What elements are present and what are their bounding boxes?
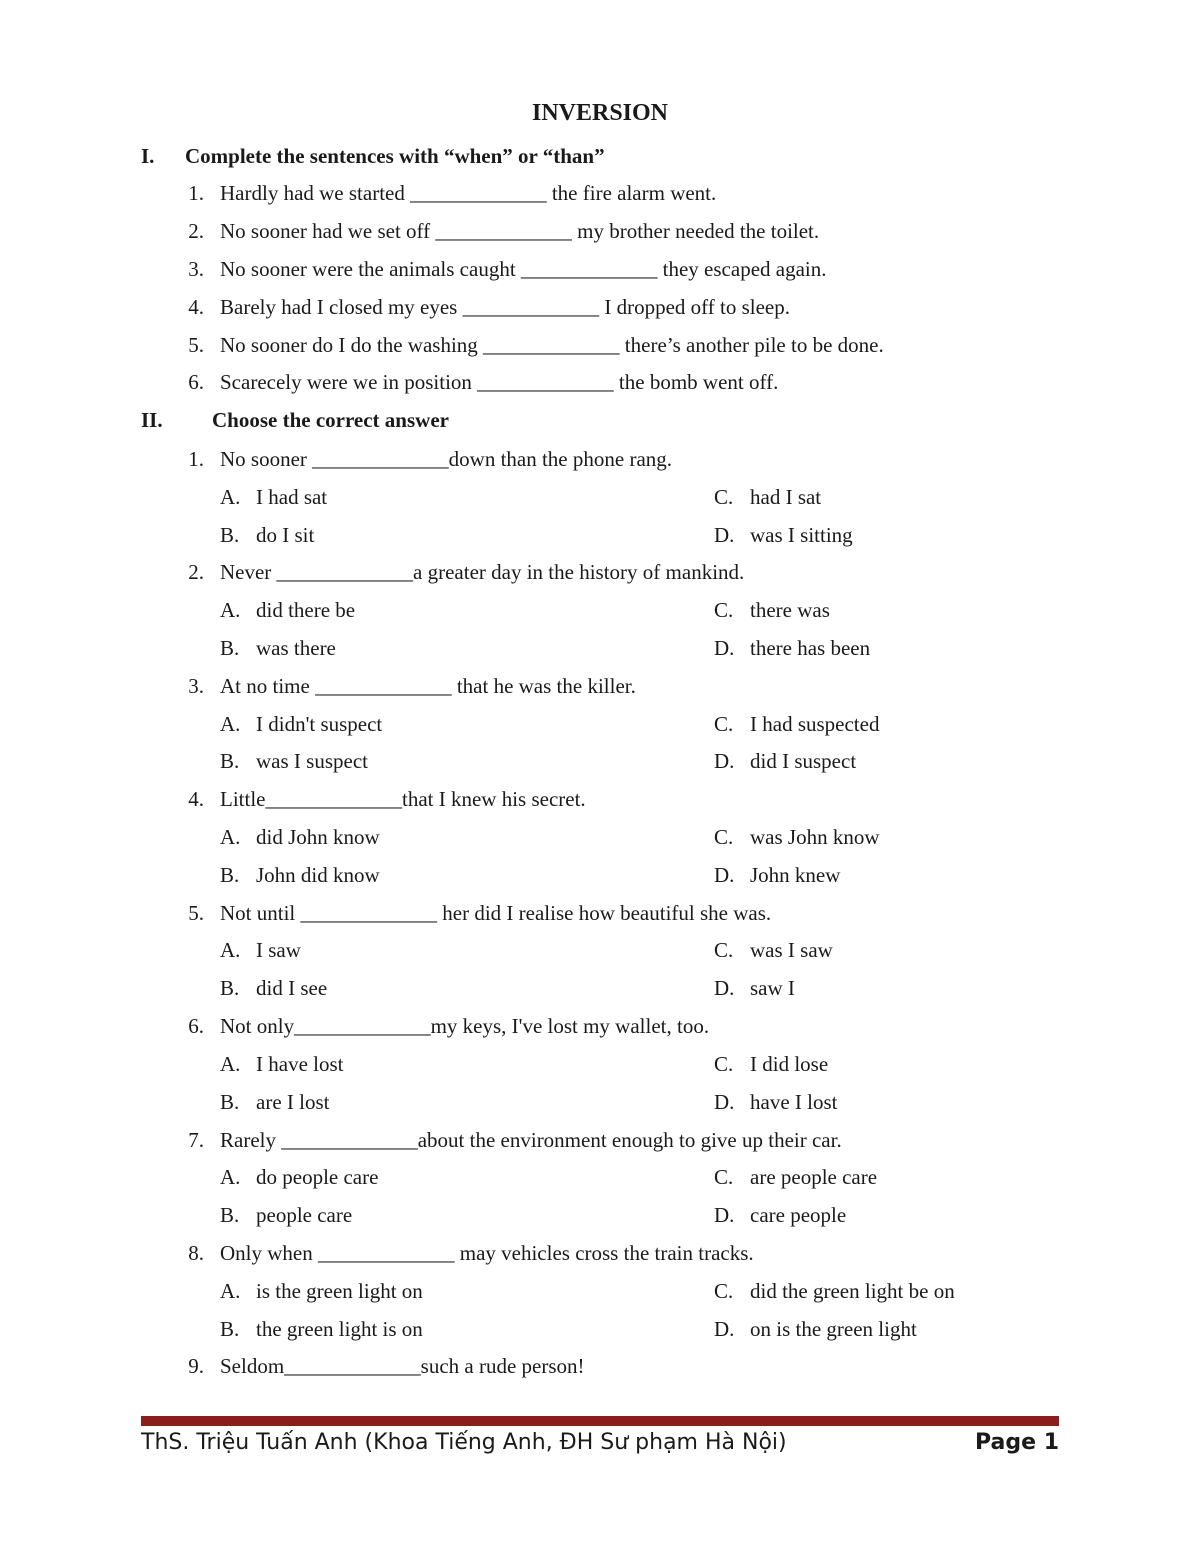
option-letter: A.	[220, 712, 241, 736]
question-text: Seldom_____________such a rude person!	[220, 1354, 585, 1378]
option-b: did I see	[256, 976, 328, 1000]
question-text: Not only_____________my keys, I've lost my wallet, too.	[220, 1014, 710, 1038]
option-d: care people	[750, 1203, 847, 1227]
option-letter: C.	[714, 1052, 734, 1076]
section-1-heading: Complete the sentences with “when” or “than”	[185, 144, 605, 168]
option-letter: A.	[220, 598, 241, 622]
option-c: I had suspected	[750, 712, 880, 736]
option-d: did I suspect	[750, 749, 857, 773]
option-letter: B.	[220, 1203, 240, 1227]
option-letter: B.	[220, 1317, 240, 1341]
question-text: Not until _____________ her did I realise how beautiful she was.	[220, 901, 772, 925]
option-letter: D.	[714, 1203, 735, 1227]
option-c: was I saw	[750, 938, 833, 962]
item-number: 2.	[188, 219, 204, 243]
question-number: 9.	[188, 1354, 204, 1378]
option-a: did John know	[256, 825, 380, 849]
option-b: are I lost	[256, 1090, 330, 1114]
section-2-numeral: II.	[141, 408, 163, 432]
option-letter: C.	[714, 1279, 734, 1303]
option-letter: D.	[714, 1317, 735, 1341]
item-text: No sooner do I do the washing _____________ there’s another pile to be done.	[220, 333, 884, 357]
item-number: 3.	[188, 257, 204, 281]
item-text: Scarecely were we in position _____________ the bomb went off.	[220, 370, 779, 394]
option-letter: C.	[714, 825, 734, 849]
option-letter: B.	[220, 636, 240, 660]
option-c: had I sat	[750, 485, 822, 509]
option-c: are people care	[750, 1165, 878, 1189]
option-letter: C.	[714, 938, 734, 962]
item-number: 1.	[188, 181, 204, 205]
question-text: Never _____________a greater day in the history of mankind.	[220, 560, 745, 584]
option-letter: B.	[220, 976, 240, 1000]
option-letter: C.	[714, 712, 734, 736]
option-letter: D.	[714, 863, 735, 887]
option-b: was there	[256, 636, 336, 660]
footer-author: ThS. Triệu Tuấn Anh (Khoa Tiếng Anh, ĐH Sư phạm Hà Nội)	[141, 1430, 787, 1455]
question-number: 5.	[188, 901, 204, 925]
option-a: do people care	[256, 1165, 379, 1189]
footer-divider	[141, 1416, 1059, 1426]
section-2-heading: Choose the correct answer	[212, 408, 449, 432]
option-d: there has been	[750, 636, 871, 660]
item-text: No sooner were the animals caught _____________ they escaped again.	[220, 257, 827, 281]
question-text: No sooner _____________down than the phone rang.	[220, 447, 673, 471]
option-letter: D.	[714, 523, 735, 547]
option-letter: A.	[220, 825, 241, 849]
question-text: Little_____________that I knew his secret.	[220, 787, 586, 811]
option-letter: B.	[220, 749, 240, 773]
question-number: 7.	[188, 1128, 204, 1152]
option-a: did there be	[256, 598, 356, 622]
option-b: the green light is on	[256, 1317, 423, 1341]
question-text: Only when _____________ may vehicles cross the train tracks.	[220, 1241, 754, 1265]
item-number: 5.	[188, 333, 204, 357]
option-letter: B.	[220, 1090, 240, 1114]
option-letter: D.	[714, 749, 735, 773]
option-letter: C.	[714, 598, 734, 622]
option-letter: A.	[220, 485, 241, 509]
option-d: on is the green light	[750, 1317, 917, 1341]
footer-page-number: Page 1	[974, 1430, 1059, 1455]
option-d: John knew	[750, 863, 841, 887]
item-text: No sooner had we set off _____________ my brother needed the toilet.	[220, 219, 820, 243]
question-number: 3.	[188, 674, 204, 698]
option-letter: C.	[714, 1165, 734, 1189]
option-letter: C.	[714, 485, 734, 509]
item-text: Hardly had we started _____________ the fire alarm went.	[220, 181, 717, 205]
option-d: was I sitting	[750, 523, 853, 547]
item-text: Barely had I closed my eyes _____________ I dropped off to sleep.	[220, 295, 790, 319]
question-number: 2.	[188, 560, 204, 584]
question-text: Rarely _____________about the environment enough to give up their car.	[220, 1128, 842, 1152]
option-letter: A.	[220, 938, 241, 962]
option-letter: B.	[220, 863, 240, 887]
option-b: people care	[256, 1203, 353, 1227]
question-number: 6.	[188, 1014, 204, 1038]
question-number: 1.	[188, 447, 204, 471]
section-1-numeral: I.	[141, 144, 155, 168]
option-a: I had sat	[256, 485, 328, 509]
option-c: was John know	[750, 825, 880, 849]
option-letter: A.	[220, 1165, 241, 1189]
option-c: there was	[750, 598, 830, 622]
option-b: do I sit	[256, 523, 315, 547]
option-a: I have lost	[256, 1052, 344, 1076]
option-b: was I suspect	[256, 749, 368, 773]
question-number: 4.	[188, 787, 204, 811]
question-text: At no time _____________ that he was the killer.	[220, 674, 636, 698]
option-b: John did know	[256, 863, 380, 887]
item-number: 4.	[188, 295, 204, 319]
option-d: have I lost	[750, 1090, 838, 1114]
page-title: INVERSION	[531, 100, 669, 126]
option-letter: A.	[220, 1052, 241, 1076]
option-letter: A.	[220, 1279, 241, 1303]
option-c: did the green light be on	[750, 1279, 955, 1303]
option-d: saw I	[750, 976, 795, 1000]
option-letter: B.	[220, 523, 240, 547]
option-a: I didn't suspect	[256, 712, 383, 736]
option-letter: D.	[714, 636, 735, 660]
option-a: is the green light on	[256, 1279, 423, 1303]
option-letter: D.	[714, 1090, 735, 1114]
item-number: 6.	[188, 370, 204, 394]
option-c: I did lose	[750, 1052, 829, 1076]
option-letter: D.	[714, 976, 735, 1000]
option-a: I saw	[256, 938, 301, 962]
question-number: 8.	[188, 1241, 204, 1265]
